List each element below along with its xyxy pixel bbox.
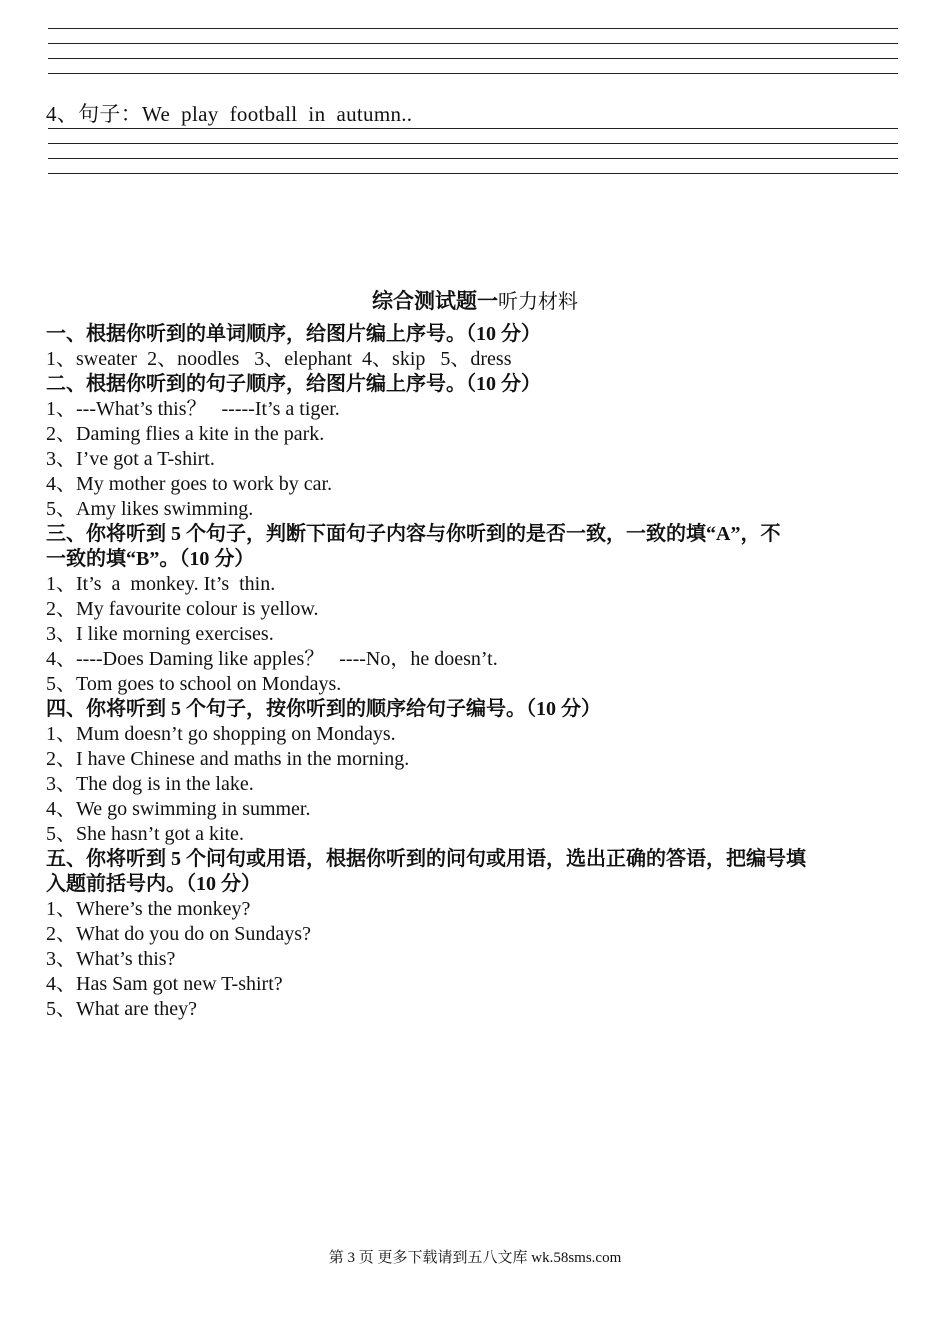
writing-line	[48, 28, 898, 29]
writing-line	[48, 143, 898, 144]
section3-heading-line1: 三、你将听到 5 个句子，判断下面句子内容与你听到的是否一致，一致的填“A”，不	[46, 523, 781, 545]
section5-item: 1、Where’s the monkey?	[46, 898, 251, 920]
sentence-item-4: 4、句子：We play football in autumn..	[46, 102, 413, 126]
section3-item: 2、My favourite colour is yellow.	[46, 598, 319, 620]
writing-line	[48, 43, 898, 44]
writing-lines-top	[48, 28, 898, 88]
section3-item: 4、----Does Daming like apples？ ----No，he doesn’t.	[46, 648, 498, 670]
title-tail: 听力材料	[498, 291, 578, 313]
section5-item: 5、What are they?	[46, 998, 198, 1020]
writing-line	[48, 58, 898, 59]
section3-item: 5、Tom goes to school on Mondays.	[46, 673, 342, 695]
section5-heading-line1: 五、你将听到 5 个问句或用语，根据你听到的问句或用语，选出正确的答语，把编号填	[46, 848, 806, 870]
section5-heading-line2: 入题前括号内。（10 分）	[46, 873, 261, 895]
section4-heading: 四、你将听到 5 个句子，按你听到的顺序给句子编号。（10 分）	[46, 698, 601, 720]
section3-item: 1、It’s a monkey. It’s thin.	[46, 573, 276, 595]
section2-item: 2、Daming flies a kite in the park.	[46, 423, 325, 445]
section5-item: 3、What’s this?	[46, 948, 176, 970]
section5-item: 2、What do you do on Sundays?	[46, 923, 311, 945]
listening-material	[46, 322, 898, 1022]
section4-item: 3、The dog is in the lake.	[46, 773, 254, 795]
page-footer: 第 3 页 更多下载请到五八文库 wk.58sms.com	[328, 1250, 622, 1266]
section2-item: 4、My mother goes to work by car.	[46, 473, 333, 495]
writing-line	[48, 158, 898, 159]
writing-lines-bottom	[48, 128, 898, 188]
section2-item: 1、---What’s this？ -----It’s a tiger.	[46, 398, 340, 420]
writing-line	[48, 128, 898, 129]
section3-item: 3、I like morning exercises.	[46, 623, 274, 645]
section3-heading-line2: 一致的填“B”。（10 分）	[46, 548, 255, 570]
section2-item: 3、I’ve got a T-shirt.	[46, 448, 215, 470]
section4-item: 5、She hasn’t got a kite.	[46, 823, 244, 845]
title-main: 综合测试题一	[372, 289, 498, 313]
section5-item: 4、Has Sam got new T-shirt?	[46, 973, 283, 995]
writing-line	[48, 173, 898, 174]
section2-item: 5、Amy likes swimming.	[46, 498, 254, 520]
section2-heading: 二、根据你听到的句子顺序，给图片编上序号。（10 分）	[46, 373, 541, 395]
section1-heading: 一、根据你听到的单词顺序，给图片编上序号。（10 分）	[46, 323, 541, 345]
page-title	[0, 285, 950, 315]
section1-item: 1、sweater 2、noodles 3、elephant 4、skip 5、dress	[46, 348, 512, 370]
section4-item: 4、We go swimming in summer.	[46, 798, 311, 820]
writing-line	[48, 73, 898, 74]
section4-item: 2、I have Chinese and maths in the morning.	[46, 748, 410, 770]
section4-item: 1、Mum doesn’t go shopping on Mondays.	[46, 723, 396, 745]
